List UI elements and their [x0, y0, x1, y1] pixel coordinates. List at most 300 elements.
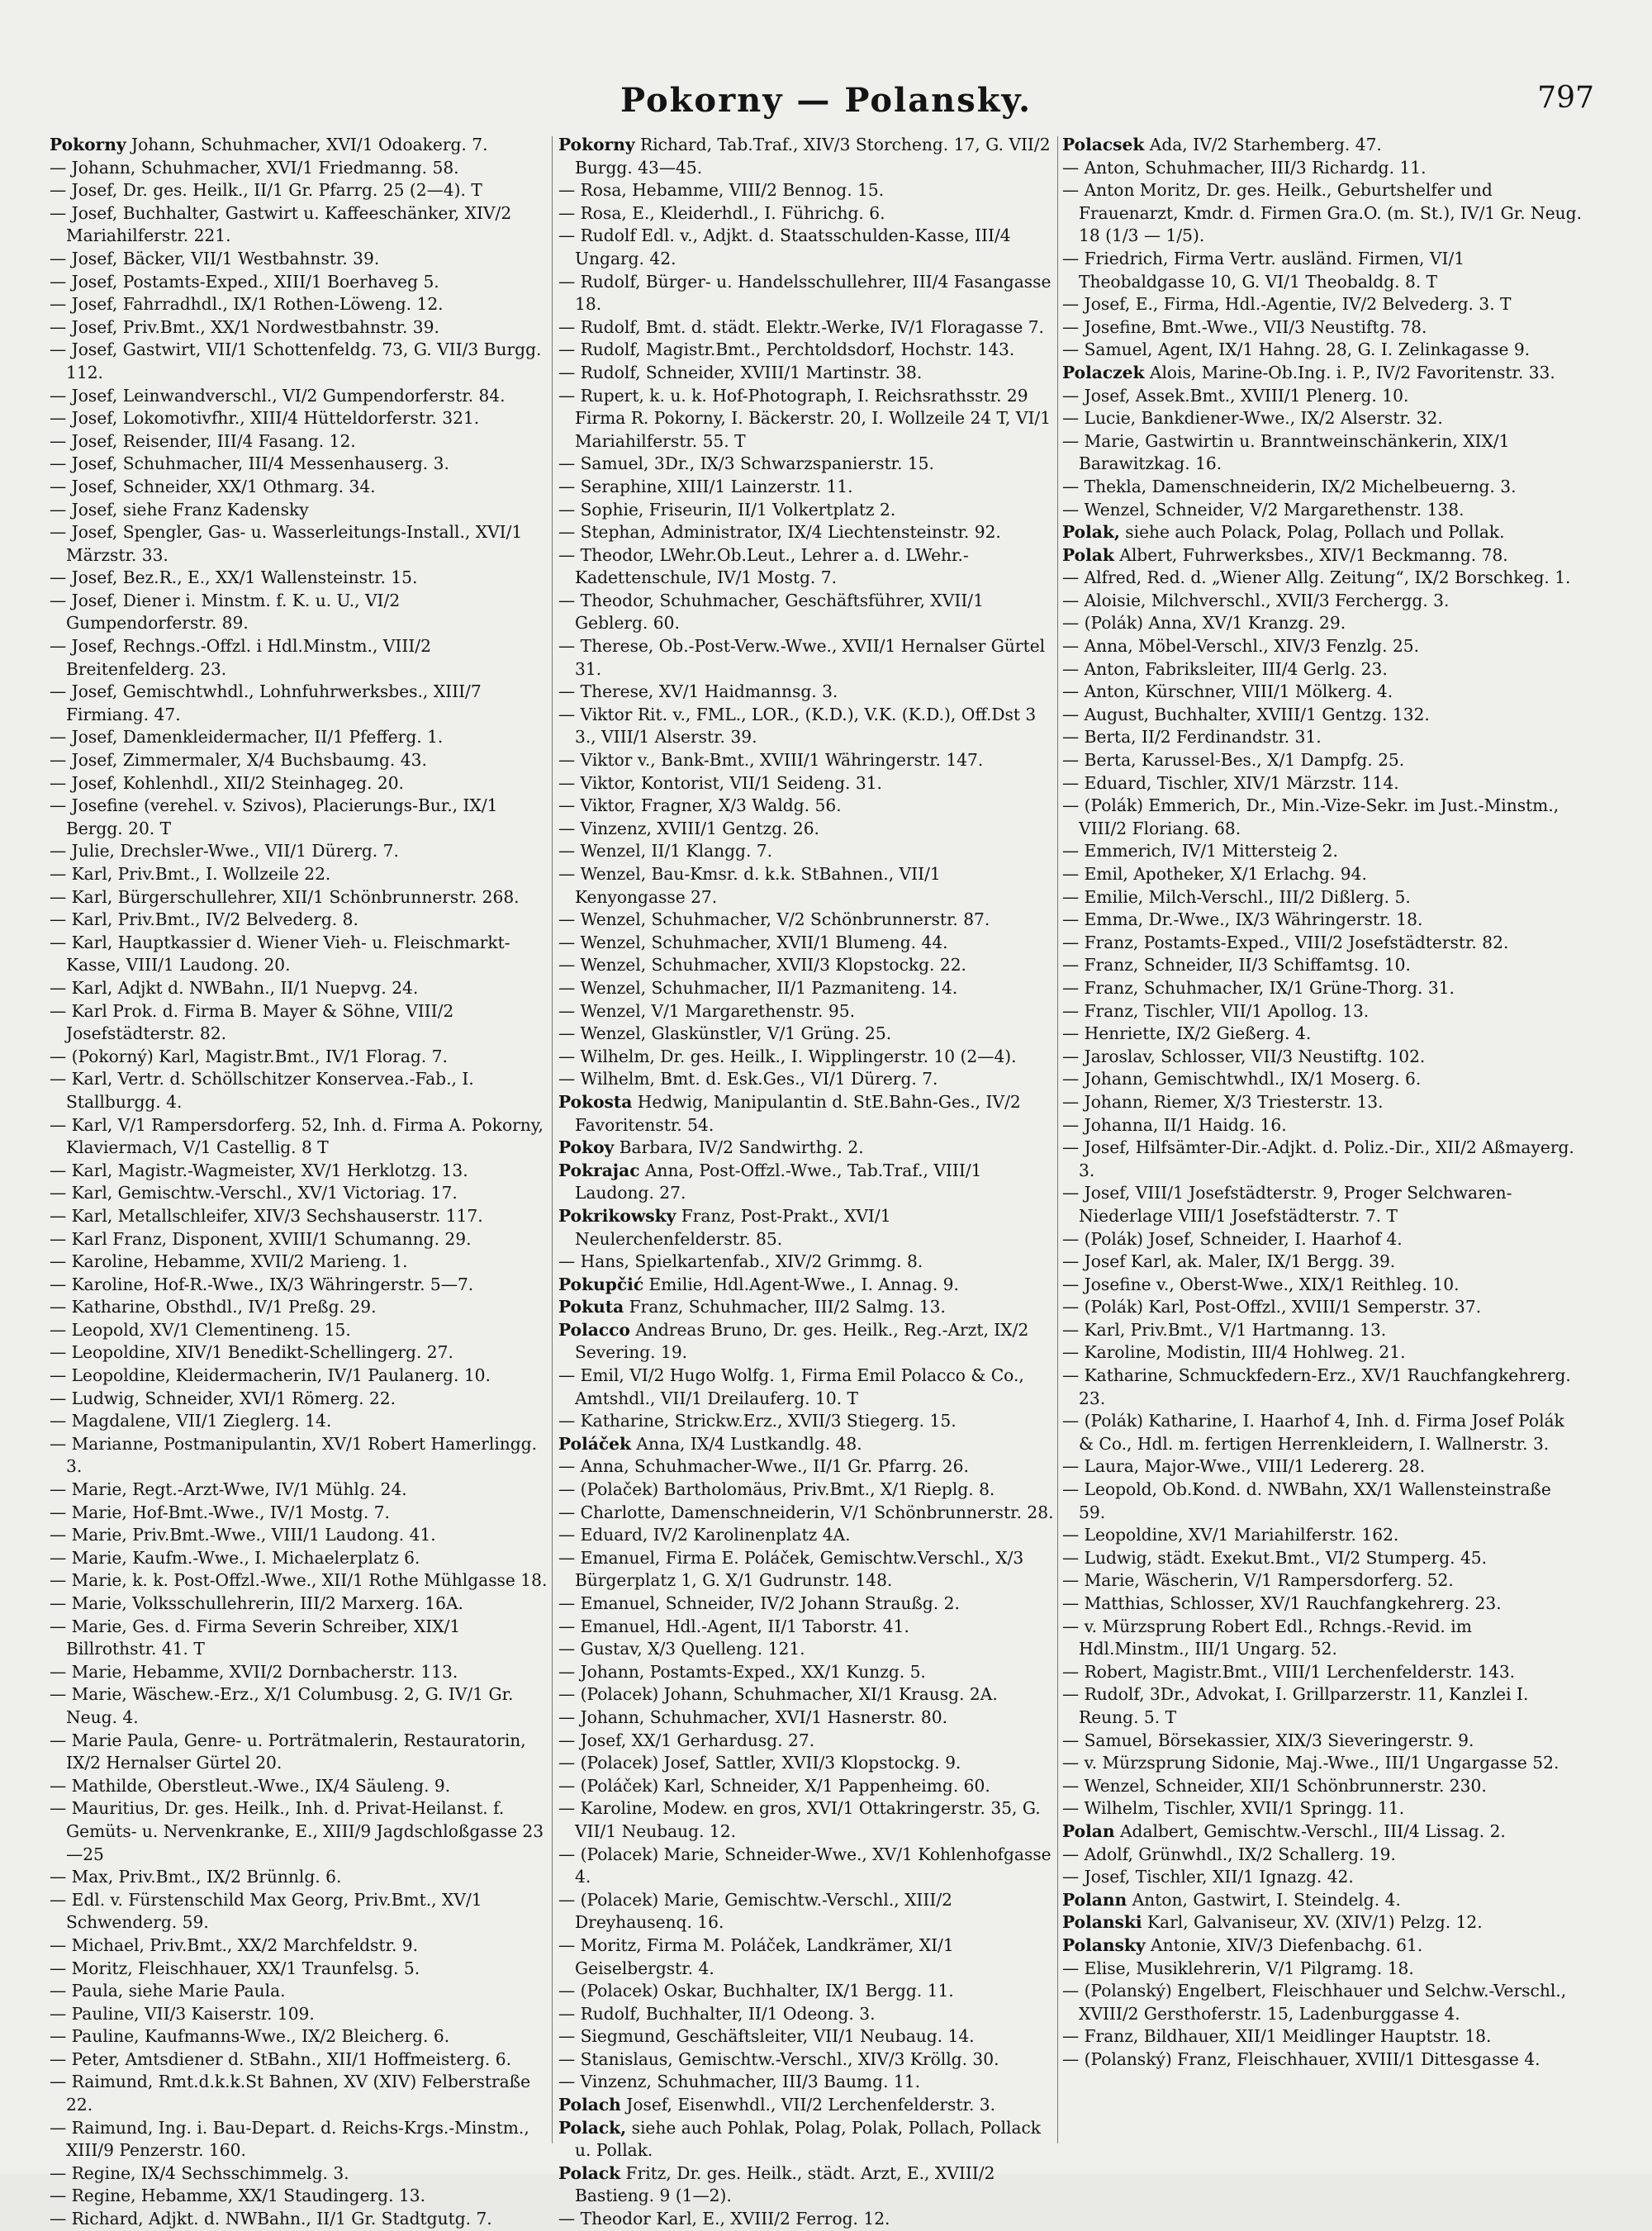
entry-text: — Wenzel, Bau-Kmsr. d. k.k. StBahnen., VII/1 Kenyongasse 27.	[558, 864, 941, 907]
entry-surname: Polaczek	[1062, 362, 1145, 382]
directory-entry	[50, 1775, 549, 1798]
entry-text: — Josef, Assek.Bmt., XVIII/1 Plenerg. 10.	[1062, 385, 1409, 406]
directory-entry	[1062, 977, 1583, 1000]
entry-text: — v. Mürzsprung Robert Edl., Rchngs.-Revid. im Hdl.Minstm., III/1 Ungarg. 52.	[1062, 1616, 1472, 1659]
directory-entry	[1062, 1661, 1583, 1684]
entry-text: — Henriette, IX/2 Gießerg. 4.	[1062, 1023, 1312, 1044]
directory-entry	[558, 772, 1054, 795]
directory-entry	[50, 1524, 549, 1547]
entry-text: — Wenzel, II/1 Klangg. 7.	[558, 841, 773, 862]
entry-text: — Stanislaus, Gemischtw.-Verschl., XIV/3 Kröllg. 30.	[558, 2048, 999, 2069]
entry-text: — (Polacek) Johann, Schuhmacher, XI/1 Krausg. 2A.	[558, 1684, 998, 1705]
directory-entry	[50, 1296, 549, 1319]
entry-surname: Polack,	[558, 2117, 627, 2138]
entry-text: — Wenzel, Glaskünstler, V/1 Grüng. 25.	[558, 1023, 892, 1044]
entry-text: Albert, Fuhrwerksbes., XIV/1 Beckmanng. 78.	[1113, 544, 1508, 565]
directory-entry	[50, 1182, 549, 1205]
entry-text: — Karl, V/1 Rampersdorferg. 52, Inh. d. Firma A. Pokorny, Klaviermach, V/1 Castellig. 8 T	[50, 1114, 544, 1158]
directory-entry	[50, 977, 549, 1000]
directory-entry	[50, 909, 549, 932]
directory-entry	[50, 1797, 549, 1866]
directory-entry	[50, 202, 549, 248]
directory-entry	[1062, 726, 1583, 749]
entry-text: — Marie, Volksschullehrerin, III/2 Marxerg. 16A.	[50, 1593, 463, 1613]
directory-entry	[558, 2003, 1054, 2026]
directory-entry	[50, 476, 549, 499]
entry-text: — Karoline, Hebamme, XVII/2 Marieng. 1.	[50, 1251, 408, 1272]
entry-text: — Katharine, Schmuckfedern-Erz., XV/1 Rauchfangkehrerg. 23.	[1062, 1365, 1571, 1408]
entry-text: — Adolf, Grünwhdl., IX/2 Schallerg. 19.	[1062, 1844, 1396, 1864]
directory-entry	[1062, 749, 1583, 772]
directory-entry	[50, 1274, 549, 1297]
directory-entry	[1062, 1137, 1583, 1182]
entry-text: — Karl, Bürgerschullehrer, XII/1 Schönbrunnerstr. 268.	[50, 886, 520, 907]
directory-entry	[1062, 1228, 1583, 1251]
entry-text: — Josef, E., Firma, Hdl.-Agentie, IV/2 Belvederg. 3. T	[1062, 294, 1512, 315]
entry-text: — Rosa, Hebamme, VIII/2 Bennog. 15.	[558, 180, 885, 201]
entry-text: — Theodor Karl, E., XVIII/2 Ferrog. 12.	[558, 2209, 890, 2229]
entry-text: — (Polacek) Marie, Gemischtw.-Verschl., XIII/2 Dreyhausenq. 16.	[558, 1889, 953, 1933]
directory-entry	[558, 544, 1054, 590]
directory-entry	[558, 271, 1054, 316]
entry-text: — Wenzel, Schneider, XII/1 Schönbrunnerstr. 230.	[1062, 1775, 1487, 1796]
entry-text: — Karl, Priv.Bmt., I. Wollzeile 22.	[50, 864, 331, 884]
directory-entry	[1062, 1365, 1583, 1410]
entry-text: — Gustav, X/3 Quelleng. 121.	[558, 1639, 805, 1659]
entry-text: — Anna, Schuhmacher-Wwe., II/1 Gr. Pfarrg. 26.	[558, 1456, 969, 1477]
entry-text: — Paula, siehe Marie Paula.	[50, 1981, 286, 2001]
entry-text: Emilie, Hdl.Agent-Wwe., I. Annag. 9.	[643, 1274, 959, 1294]
entry-text: — Johanna, II/1 Haidg. 16.	[1062, 1114, 1287, 1135]
directory-entry	[1062, 1547, 1583, 1570]
directory-entry	[50, 1000, 549, 1046]
entry-text: — Richard, Adjkt. d. NWBahn., II/1 Gr. Stadtgutg. 7.	[50, 2209, 492, 2229]
directory-entry	[558, 1683, 1054, 1706]
directory-entry	[50, 1683, 549, 1729]
directory-entry	[558, 1000, 1054, 1023]
entry-text: — Rudolf Edl. v., Adjkt. d. Staatsschulden-Kasse, III/4 Ungarg. 42.	[558, 225, 1011, 268]
directory-entry	[558, 1752, 1054, 1775]
entry-text: Karl, Galvaniseur, XV. (XIV/1) Pelzg. 12.	[1142, 1912, 1483, 1933]
directory-entry	[50, 1433, 549, 1479]
entry-text: — Berta, II/2 Ferdinandstr. 31.	[1062, 727, 1322, 748]
entry-text: — Eduard, IV/2 Karolinenplatz 4A.	[558, 1525, 851, 1545]
directory-entry	[50, 2025, 549, 2048]
entry-text: — Wenzel, Schuhmacher, XVII/3 Klopstockg. 22.	[558, 955, 966, 975]
entry-text: — Karoline, Hof-R.-Wwe., IX/3 Währingerstr. 5—7.	[50, 1274, 474, 1294]
entry-text: — Johann, Schuhmacher, XVI/1 Hasnerstr. 80.	[558, 1706, 947, 1727]
directory-entry	[558, 1455, 1054, 1479]
entry-text: — Franz, Schneider, II/3 Schiffamtsg. 10.	[1062, 955, 1411, 975]
directory-entry	[558, 476, 1054, 499]
directory-entry	[558, 1638, 1054, 1661]
directory-entry	[1062, 1934, 1583, 1958]
entry-text: — Rosa, E., Kleiderhdl., I. Führichg. 6.	[558, 202, 885, 223]
entry-text: Barbara, IV/2 Sandwirthg. 2.	[614, 1137, 864, 1158]
directory-entry	[50, 1205, 549, 1228]
entry-text: — Pauline, Kaufmanns-Wwe., IX/2 Bleicherg. 6.	[50, 2026, 450, 2047]
entry-text: — (Polanský) Engelbert, Fleischhauer und Selchw.-Verschl., XVIII/2 Gersthoferstr. 15, Ladenburggasse 4.	[1062, 1981, 1567, 2024]
directory-entry	[558, 1844, 1054, 1889]
entry-text: — Josef, Tischler, XII/1 Ignazg. 42.	[1062, 1867, 1354, 1887]
entry-text: — Emilie, Milch-Verschl., III/2 Dißlerg. 5.	[1062, 886, 1411, 907]
directory-entry	[50, 2003, 549, 2026]
entry-text: siehe auch Polack, Polag, Pollach und Pollak.	[1119, 522, 1505, 543]
directory-entry	[50, 499, 549, 522]
entry-text: — Raimund, Ing. i. Bau-Depart. d. Reichs-Krgs.-Minstm., XIII/9 Penzerstr. 160.	[50, 2117, 529, 2161]
directory-entry	[558, 840, 1054, 863]
entry-text: — Marie, Wäscherin, V/1 Rampersdorferg. 52.	[1062, 1570, 1454, 1591]
entry-text: — Emanuel, Firma E. Poláček, Gemischtw.Verschl., X/3 Bürgerplatz 1, G. X/1 Gudrunstr. 148.	[558, 1547, 1024, 1591]
directory-entry	[558, 749, 1054, 772]
directory-entry	[558, 1160, 1054, 1205]
entry-text: — Leopoldine, Kleidermacherin, IV/1 Paulanerg. 10.	[50, 1365, 491, 1386]
entry-text: — Josef Karl, ak. Maler, IX/1 Bergg. 39.	[1062, 1251, 1396, 1272]
entry-text: — Marianne, Postmanipulantin, XV/1 Robert Hamerlingg. 3.	[50, 1433, 538, 1477]
directory-entry	[50, 1319, 549, 1342]
entry-text: — Johann, Riemer, X/3 Triesterstr. 13.	[1062, 1091, 1384, 1112]
entry-text: — (Polák) Emmerich, Dr., Min.-Vize-Sekr. im Just.-Minstm., VIII/2 Floriang. 68.	[1062, 795, 1559, 838]
entry-surname: Pokupčić	[558, 1274, 644, 1294]
entry-text: — Josef, Bäcker, VII/1 Westbahnstr. 39.	[50, 248, 380, 268]
directory-entry	[50, 1068, 549, 1113]
directory-entry	[558, 521, 1054, 544]
directory-entry	[1062, 1000, 1583, 1023]
entry-surname: Pokuta	[558, 1297, 624, 1317]
entry-text: — Josef, VIII/1 Josefstädterstr. 9, Proger Selchwaren-Niederlage VIII/1 Josefstädterstr. 7. T	[1062, 1183, 1512, 1226]
entry-text: — Vinzenz, Schuhmacher, III/3 Baumg. 11.	[558, 2072, 921, 2092]
directory-entry	[558, 1046, 1054, 1069]
directory-entry	[50, 407, 549, 430]
directory-entry	[1062, 476, 1583, 499]
directory-entry	[1062, 407, 1583, 430]
page-number: 797	[1537, 81, 1594, 115]
directory-entry	[558, 590, 1054, 635]
directory-entry	[558, 499, 1054, 522]
column-divider	[1057, 136, 1058, 2143]
entry-text: — Josef, Bez.R., E., XX/1 Wallensteinstr. 15.	[50, 567, 418, 588]
entry-text: — Josef, Rechngs.-Offzl. i Hdl.Minstm., VIII/2 Breitenfelderg. 23.	[50, 636, 431, 679]
entry-text: — (Polacek) Marie, Schneider-Wwe., XV/1 Kohlenhofgasse 4.	[558, 1844, 1051, 1887]
entry-text: — Josef, Spengler, Gas- u. Wasserleitungs-Install., XVI/1 Märzstr. 33.	[50, 522, 523, 565]
directory-entry	[50, 1547, 549, 1570]
directory-entry	[558, 1433, 1054, 1456]
directory-entry	[558, 681, 1054, 704]
directory-entry	[50, 863, 549, 886]
directory-entry	[1062, 1046, 1583, 1069]
directory-column-left	[50, 134, 549, 2229]
directory-entry	[1062, 1410, 1583, 1455]
entry-text: — Rudolf, Bmt. d. städt. Elektr.-Werke, IV/1 Floragasse 7.	[558, 316, 1044, 337]
directory-entry	[1062, 385, 1583, 408]
directory-entry	[558, 2094, 1054, 2117]
page-header	[50, 81, 1602, 124]
directory-entry	[50, 1661, 549, 1684]
directory-entry	[50, 840, 549, 863]
directory-entry	[1062, 1820, 1583, 1844]
directory-entry	[558, 385, 1054, 453]
entry-text: — Wilhelm, Tischler, XVII/1 Springg. 11.	[1062, 1798, 1405, 1819]
entry-text: — Josef, Schuhmacher, III/4 Messenhauserg. 3.	[50, 453, 449, 474]
column-divider	[552, 136, 553, 2143]
directory-entry	[558, 2025, 1054, 2048]
entry-text: — Karoline, Modistin, III/4 Hohlweg. 21.	[1062, 1342, 1406, 1363]
entry-text: — Aloisie, Milchverschl., XVII/3 Ferchergg. 3.	[1062, 590, 1450, 610]
directory-entry	[558, 134, 1054, 179]
entry-text: — Matthias, Schlosser, XV/1 Rauchfangkehrerg. 23.	[1062, 1593, 1502, 1613]
entry-text: — Theodor, Schuhmacher, Geschäftsführer, XVII/1 Geblerg. 60.	[558, 590, 984, 634]
entry-text: Franz, Schuhmacher, III/2 Salmg. 13.	[624, 1297, 946, 1317]
entry-text: — Marie, Kaufm.-Wwe., I. Michaelerplatz 6.	[50, 1547, 420, 1568]
entry-text: — Thekla, Damenschneiderin, IX/2 Michelbeuerng. 3.	[1062, 476, 1517, 496]
directory-entry	[1062, 795, 1583, 840]
directory-entry	[1062, 2025, 1583, 2048]
directory-entry	[50, 772, 549, 795]
directory-entry	[1062, 1844, 1583, 1867]
entry-text: — Karl, Metallschleifer, XIV/3 Sechshauserstr. 117.	[50, 1205, 483, 1226]
entry-text: — Alfred, Red. d. „Wiener Allg. Zeitung“, IX/2 Borschkeg. 1.	[1062, 567, 1571, 588]
entry-text: — Leopold, XV/1 Clementineng. 15.	[50, 1319, 351, 1340]
entry-text: — Karl, Hauptkassier d. Wiener Vieh- u. Fleischmarkt-Kasse, VIII/1 Laudong. 20.	[50, 932, 510, 975]
directory-entry	[1062, 1980, 1583, 2025]
directory-entry	[1062, 1911, 1583, 1934]
directory-entry	[1062, 1091, 1583, 1114]
entry-text: — Karl Prok. d. Firma B. Mayer & Söhne, VIII/2 Josefstädterstr. 82.	[50, 1000, 454, 1044]
directory-entry	[50, 795, 549, 840]
directory-entry	[1062, 1319, 1583, 1342]
directory-entry	[558, 1479, 1054, 1502]
directory-entry	[1062, 339, 1583, 362]
entry-text: — Viktor, Fragner, X/3 Waldg. 56.	[558, 795, 842, 816]
entry-text: — Franz, Bildhauer, XII/1 Meidlinger Hauptstr. 18.	[1062, 2026, 1492, 2047]
entry-surname: Pokrikowsky	[558, 1205, 676, 1226]
entry-text: — Leopoldine, XIV/1 Benedikt-Schellingerg. 27.	[50, 1342, 453, 1363]
entry-text: — Leopold, Ob.Kond. d. NWBahn, XX/1 Wallensteinstraße 59.	[1062, 1479, 1551, 1522]
directory-entry	[50, 1502, 549, 1525]
entry-text: — Rupert, k. u. k. Hof-Photograph, I. Reichsrathsstr. 29 Firma R. Pokorny, I. Bäckerstr. 20, I. Wollzeile 24 T, VI/1 Mariahilferstr. 55. T	[558, 385, 1051, 451]
directory-entry	[50, 385, 549, 408]
directory-entry	[50, 1889, 549, 1934]
entry-text: — Regine, Hebamme, XX/1 Staudingerg. 13.	[50, 2186, 426, 2206]
directory-entry	[558, 1593, 1054, 1616]
entry-text: — Josef, Fahrradhdl., IX/1 Rothen-Löweng. 12.	[50, 294, 444, 315]
directory-entry	[50, 1341, 549, 1365]
entry-text: — Anton Moritz, Dr. ges. Heilk., Geburtshelfer und Frauenarzt, Kmdr. d. Firmen Gra.O. (m. St.), IV/1 Gr. Neug. 18 (1/3 — 1/5).	[1062, 180, 1583, 246]
directory-entry	[1062, 1341, 1583, 1365]
entry-text: — Anton, Kürschner, VIII/1 Mölkerg. 4.	[1062, 681, 1393, 702]
entry-text: — Samuel, Agent, IX/1 Hahng. 28, G. I. Zelinkagasse 9.	[1062, 339, 1531, 360]
entry-text: — Josef, Zimmermaler, X/4 Buchsbaumg. 43.	[50, 750, 427, 771]
entry-text: — Josef, Damenkleidermacher, II/1 Pfefferg. 1.	[50, 727, 444, 748]
directory-entry	[50, 157, 549, 180]
entry-text: — Anton, Fabriksleiter, III/4 Gerlg. 23.	[1062, 658, 1388, 679]
entry-text: — Josef, Postamts-Exped., XIII/1 Boerhaveg 5.	[50, 271, 439, 292]
entry-text: — Wenzel, Schuhmacher, II/1 Pazmaniteng. 14.	[558, 977, 958, 998]
directory-entry	[50, 2208, 549, 2231]
entry-text: — Josefine (verehel. v. Szivos), Placierungs-Bur., IX/1 Bergg. 20. T	[50, 795, 498, 838]
entry-text: — Josef, Kohlenhdl., XII/2 Steinhageg. 20.	[50, 772, 404, 793]
entry-text: — Viktor, Kontorist, VII/1 Seideng. 31.	[558, 772, 882, 793]
entry-text: — Johann, Schuhmacher, XVI/1 Friedmanng. 58.	[50, 157, 459, 178]
directory-entry	[50, 316, 549, 339]
directory-entry	[50, 293, 549, 316]
directory-entry	[50, 1160, 549, 1183]
entry-text: — Josef, Buchhalter, Gastwirt u. Kaffeeschänker, XIV/2 Mariahilferstr. 221.	[50, 202, 512, 246]
entry-text: — Laura, Major-Wwe., VIII/1 Ledererg. 28.	[1062, 1456, 1426, 1477]
directory-entry	[50, 1616, 549, 1661]
directory-entry	[1062, 635, 1583, 658]
directory-entry	[1062, 1296, 1583, 1319]
directory-entry	[558, 1934, 1054, 1980]
directory-entry	[1062, 612, 1583, 635]
entry-text: — Hans, Spielkartenfab., XIV/2 Grimmg. 8.	[558, 1251, 923, 1272]
entry-text: — Viktor Rit. v., FML., LOR., (K.D.), V.K. (K.D.), Off.Dst 3 3., VIII/1 Alserstr. 39.	[558, 704, 1037, 748]
directory-entry	[558, 795, 1054, 818]
directory-entry	[558, 362, 1054, 385]
directory-entry	[1062, 1730, 1583, 1753]
entry-text: — (Polanský) Franz, Fleischhauer, XVIII/1 Dittesgasse 4.	[1062, 2048, 1540, 2069]
entry-surname: Pokrajac	[558, 1160, 640, 1180]
entry-text: — Josef, Diener i. Minstm. f. K. u. U., VI/2 Gumpendorferstr. 89.	[50, 590, 401, 634]
entry-text: — Ludwig, Schneider, XVI/1 Römerg. 22.	[50, 1388, 396, 1408]
directory-entry	[558, 1775, 1054, 1798]
entry-text: — Franz, Schuhmacher, IX/1 Grüne-Thorg. 31.	[1062, 977, 1455, 998]
entry-text: — Max, Priv.Bmt., IX/2 Brünnlg. 6.	[50, 1867, 342, 1887]
entry-text: — Marie, Ges. d. Firma Severin Schreiber, XIX/1 Billrothstr. 41. T	[50, 1616, 461, 1659]
entry-text: Ada, IV/2 Starhemberg. 47.	[1144, 135, 1382, 154]
entry-text: Fritz, Dr. ges. Heilk., städt. Arzt, E., XVIII/2 Bastieng. 9 (1—2).	[575, 2162, 995, 2206]
directory-entry	[50, 2162, 549, 2186]
directory-entry	[50, 1593, 549, 1616]
entry-text: — Emanuel, Schneider, IV/2 Johann Straußg. 2.	[558, 1593, 960, 1613]
directory-entry	[50, 1228, 549, 1251]
directory-entry	[50, 2071, 549, 2116]
directory-entry	[558, 1296, 1054, 1319]
directory-entry	[50, 567, 549, 590]
directory-entry	[558, 1730, 1054, 1753]
directory-entry	[1062, 1775, 1583, 1798]
entry-text: — Karl, Adjkt d. NWBahn., II/1 Nuepvg. 24.	[50, 977, 419, 998]
directory-entry	[558, 909, 1054, 932]
directory-entry	[1062, 704, 1583, 727]
entry-text: — Wenzel, Schuhmacher, XVII/1 Blumeng. 44.	[558, 932, 948, 952]
entry-surname: Polacco	[558, 1319, 630, 1340]
directory-entry	[50, 886, 549, 909]
directory-entry	[1062, 499, 1583, 522]
entry-text: — Johann, Postamts-Exped., XX/1 Kunzg. 5.	[558, 1661, 926, 1682]
entry-text: — Josef, Schneider, XX/1 Othmarg. 34.	[50, 476, 376, 496]
entry-surname: Polack	[558, 2162, 621, 2183]
directory-column-middle	[558, 134, 1054, 2229]
page-title: Pokorny — Polansky.	[620, 81, 1032, 120]
entry-text: — Josef, Dr. ges. Heilk., II/1 Gr. Pfarrg. 25 (2—4). T	[50, 180, 482, 201]
directory-entry	[50, 179, 549, 202]
directory-entry	[1062, 362, 1583, 385]
directory-entry	[50, 1730, 549, 1775]
entry-text: — Franz, Tischler, VII/1 Apollog. 13.	[1062, 1000, 1370, 1021]
entry-text: Richard, Tab.Traf., XIV/3 Storcheng. 17, G. VII/2 Burgg. 43—45.	[575, 135, 1051, 178]
entry-text: — Pauline, VII/3 Kaiserstr. 109.	[50, 2003, 315, 2024]
directory-entry	[1062, 954, 1583, 977]
entry-text: — Josef, Priv.Bmt., XX/1 Nordwestbahnstr. 39.	[50, 316, 439, 337]
directory-entry	[1062, 521, 1583, 544]
directory-entry	[1062, 567, 1583, 590]
entry-text: — Anton, Schuhmacher, III/3 Richardg. 11.	[1062, 157, 1427, 178]
directory-entry	[1062, 840, 1583, 863]
entry-text: — Siegmund, Geschäftsleiter, VII/1 Neubaug. 14.	[558, 2026, 975, 2047]
directory-entry	[1062, 772, 1583, 795]
directory-entry	[558, 1091, 1054, 1137]
entry-text: — Samuel, 3Dr., IX/3 Schwarzspanierstr. 15.	[558, 453, 934, 474]
entry-text: — Rudolf, Magistr.Bmt., Perchtoldsdorf, Hochstr. 143.	[558, 339, 1015, 360]
entry-text: — Vinzenz, XVIII/1 Gentzg. 26.	[558, 818, 819, 838]
directory-entry	[558, 1616, 1054, 1639]
directory-entry	[558, 1274, 1054, 1297]
entry-text: Anna, Post-Offzl.-Wwe., Tab.Traf., VIII/1 Laudong. 27.	[575, 1160, 982, 1203]
directory-entry	[558, 704, 1054, 749]
entry-text: Anna, IX/4 Lustkandlg. 48.	[630, 1433, 862, 1454]
directory-entry	[50, 2048, 549, 2072]
directory-entry	[50, 134, 549, 157]
entry-text: — Theodor, LWehr.Ob.Leut., Lehrer a. d. LWehr.-Kadettenschule, IV/1 Mostg. 7.	[558, 544, 969, 588]
entry-text: siehe auch Pohlak, Polag, Polak, Pollach, Pollack u. Pollak.	[575, 2117, 1042, 2161]
directory-column-right	[1062, 134, 1583, 2149]
directory-entry	[50, 635, 549, 681]
entry-text: — Johann, Gemischtwhdl., IX/1 Moserg. 6.	[1062, 1069, 1422, 1089]
entry-text: — Rudolf, Bürger- u. Handelsschullehrer, III/4 Fasangasse 18.	[558, 271, 1051, 315]
directory-entry	[558, 2162, 1054, 2208]
entry-text: — Berta, Karussel-Bes., X/1 Dampfg. 25.	[1062, 750, 1405, 771]
entry-text: — Rudolf, Buchhalter, II/1 Odeong. 3.	[558, 2003, 876, 2024]
entry-text: Adalbert, Gemischtw.-Verschl., III/4 Lissag. 2.	[1114, 1820, 1506, 1841]
entry-text: — Karl, Vertr. d. Schöllschitzer Konservea.-Fab., I. Stallburgg. 4.	[50, 1069, 474, 1112]
entry-text: — Karl, Gemischtw.-Verschl., XV/1 Victoriag. 17.	[50, 1183, 458, 1203]
directory-entry	[1062, 1479, 1583, 1524]
directory-entry	[50, 1388, 549, 1411]
entry-text: — Marie, Hof-Bmt.-Wwe., IV/1 Mostg. 7.	[50, 1502, 390, 1522]
entry-text: Antonie, XIV/3 Diefenbachg. 61.	[1145, 1934, 1423, 1955]
entry-text: Franz, Post-Prakt., XVI/1 Neulerchenfelderstr. 85.	[575, 1205, 891, 1249]
directory-entry	[558, 1068, 1054, 1091]
directory-entry	[1062, 1866, 1583, 1889]
entry-text: — Charlotte, Damenschneiderin, V/1 Schönbrunnerstr. 28.	[558, 1502, 1054, 1522]
directory-entry	[50, 2117, 549, 2162]
directory-entry	[50, 1046, 549, 1069]
directory-entry	[1062, 1889, 1583, 1912]
directory-entry	[1062, 157, 1583, 180]
entry-text: Anton, Gastwirt, I. Steindelg. 4.	[1127, 1889, 1401, 1910]
entry-surname: Pokorny	[50, 135, 126, 154]
entry-surname: Pokosta	[558, 1091, 633, 1112]
entry-text: — Jaroslav, Schlosser, VII/3 Neustiftg. 102.	[1062, 1046, 1426, 1066]
directory-entry	[558, 932, 1054, 955]
entry-text: — Therese, XV/1 Haidmannsg. 3.	[558, 681, 838, 702]
entry-text: — Karl, Priv.Bmt., V/1 Hartmanng. 13.	[1062, 1319, 1387, 1340]
entry-text: — Josefine v., Oberst-Wwe., XIX/1 Reithleg. 10.	[1062, 1274, 1460, 1294]
entry-text: — Katharine, Obsthdl., IV/1 Preßg. 29.	[50, 1297, 377, 1317]
directory-entry	[1062, 932, 1583, 955]
directory-entry	[50, 1958, 549, 1981]
directory-entry	[558, 1706, 1054, 1730]
entry-surname: Polak,	[1062, 522, 1120, 543]
directory-entry	[558, 818, 1054, 841]
directory-entry	[558, 202, 1054, 225]
entry-text: — Stephan, Administrator, IX/4 Liechtensteinstr. 92.	[558, 522, 1001, 543]
directory-entry	[1062, 179, 1583, 248]
directory-entry	[558, 1502, 1054, 1525]
directory-entry	[1062, 1569, 1583, 1593]
entry-text: — Josef, Gastwirt, VII/1 Schottenfeldg. 73, G. VII/3 Burgg. 112.	[50, 339, 542, 382]
